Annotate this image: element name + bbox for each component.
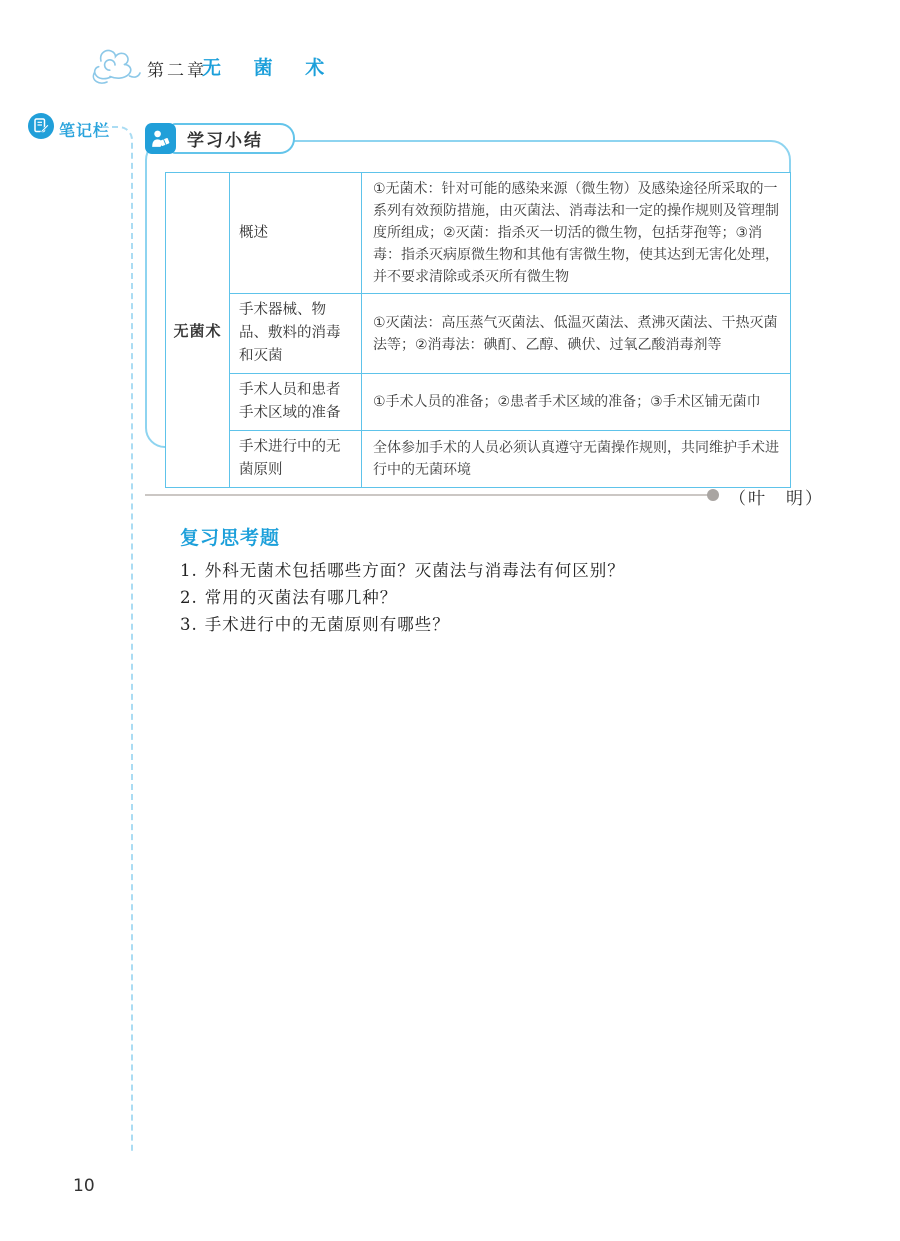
table-row-content: 全体参加手术的人员必须认真遵守无菌操作规则，共同维护手术进行中的无菌环境 bbox=[362, 431, 791, 488]
author-name: （叶 明） bbox=[729, 489, 824, 509]
section-divider-line bbox=[145, 494, 710, 496]
table-row bbox=[166, 374, 791, 431]
review-question-list bbox=[180, 557, 625, 638]
notes-column-label: 笔记栏 bbox=[59, 121, 111, 140]
table-group-label: 无菌术 bbox=[166, 173, 230, 488]
question-text: 手术进行中的无菌原则有哪些？ bbox=[204, 615, 450, 634]
summary-table bbox=[165, 172, 791, 488]
question-text: 外科无菌术包括哪些方面？灭菌法与消毒法有何区别？ bbox=[204, 561, 625, 580]
divider-end-dot bbox=[707, 489, 719, 501]
review-questions-heading: 复习思考题 bbox=[180, 527, 281, 549]
notes-column-dashed-line bbox=[102, 126, 133, 1152]
page-number: 10 bbox=[73, 1176, 95, 1196]
table-row bbox=[166, 294, 791, 374]
table-row-content: ①手术人员的准备；②患者手术区域的准备；③手术区铺无菌巾 bbox=[362, 374, 791, 431]
table-row bbox=[166, 431, 791, 488]
chapter-title: 无 菌 术 bbox=[202, 57, 338, 79]
question-number: 3. bbox=[180, 615, 198, 634]
table-row-label: 手术器械、物品、敷料的消毒和灭菌 bbox=[230, 294, 362, 374]
list-item bbox=[180, 557, 625, 584]
question-number: 2. bbox=[180, 588, 198, 607]
list-item bbox=[180, 584, 625, 611]
table-row-label: 概述 bbox=[230, 173, 362, 294]
study-summary-title: 学习小结 bbox=[171, 123, 295, 154]
table-row-label: 手术人员和患者手术区域的准备 bbox=[230, 374, 362, 431]
chapter-number: 第二章 bbox=[147, 61, 207, 81]
list-item bbox=[180, 611, 625, 638]
table-row-label: 手术进行中的无菌原则 bbox=[230, 431, 362, 488]
person-reading-icon bbox=[145, 123, 176, 154]
question-number: 1. bbox=[180, 561, 198, 580]
table-row bbox=[166, 173, 791, 294]
question-text: 常用的灭菌法有哪几种？ bbox=[204, 588, 398, 607]
table-row-content: ①灭菌法：高压蒸气灭菌法、低温灭菌法、煮沸灭菌法、干热灭菌法等；②消毒法：碘酊、乙醇、碘伏、过氧乙酸消毒剂等 bbox=[362, 294, 791, 374]
auspicious-cloud-icon bbox=[84, 40, 144, 92]
notebook-pen-icon bbox=[28, 113, 54, 139]
table-row-content: ①无菌术：针对可能的感染来源（微生物）及感染途径所采取的一系列有效预防措施，由灭菌法、消毒法和一定的操作规则及管理制度所组成；②灭菌：指杀灭一切活的微生物，包括芽孢等；③消毒：指杀灭病原微生物和其他有害微生物，使其达到无害化处理，并不要求清除或杀灭所有微生物 bbox=[362, 173, 791, 294]
study-summary-tab bbox=[145, 123, 295, 154]
